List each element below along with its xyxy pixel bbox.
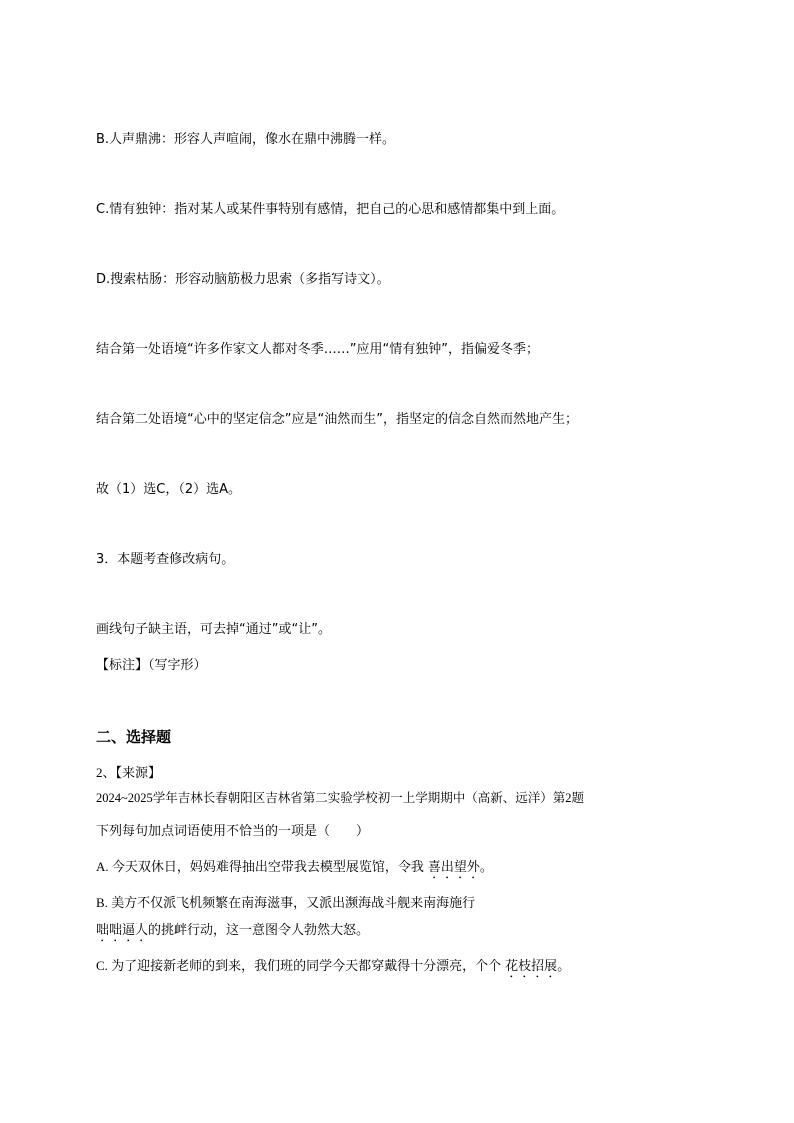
option-a [96, 858, 493, 882]
question-stem: 下列每句加点词语使用不恰当的一项是（ ） [96, 824, 370, 839]
option-a-dotted-word: 喜出望外 [427, 859, 480, 874]
analysis-context-1: 结合第一处语境“许多作家文人都对冬季……”应用“情有独钟”，指偏爱冬季； [96, 342, 539, 357]
option-b-line2 [96, 921, 369, 945]
option-c-suffix: 。 [557, 958, 571, 973]
q3-intro: 3．本题考查修改病句。 [96, 552, 235, 567]
option-b-line1: B. 美方不仅派飞机频繁在南海滋事，又派出濒海战斗舰来南海施行 [96, 895, 476, 910]
option-c [96, 957, 570, 981]
option-a-prefix: A. 今天双休日，妈妈难得抽出空带我去模型展览馆，令我 [96, 859, 424, 874]
option-c-dotted-word: 花枝招展 [505, 958, 558, 973]
question-source-label: 2、【来源】 [96, 765, 162, 780]
option-b-line2-suffix: 的挑衅行动，这一意图令人勃然大怒。 [148, 922, 370, 937]
q3-answer: 画线句子缺主语，可去掉“通过”或“让”。 [96, 622, 331, 637]
option-b-dotted-word: 咄咄逼人 [96, 922, 149, 937]
analysis-conclusion: 故（1）选C，（2）选A。 [96, 482, 242, 497]
option-a-suffix: 。 [479, 859, 493, 874]
question-source-text: 2024~2025学年吉林长春朝阳区吉林省第二实验学校初一上学期期中（高新、远洋）第2题 [96, 791, 585, 805]
section-heading: 二、选择题 [96, 728, 172, 746]
option-c-prefix: C. 为了迎接新老师的到来，我们班的同学今天都穿戴得十分漂亮，个个 [96, 958, 502, 973]
analysis-item-c: C.情有独钟：指对某人或某件事特别有感情，把自己的心思和感情都集中到上面。 [96, 202, 565, 217]
analysis-item-b: B.人声鼎沸：形容人声喧闹，像水在鼎中沸腾一样。 [96, 132, 396, 147]
analysis-context-2: 结合第二处语境“心中的坚定信念”应是“油然而生”，指坚定的信念自然而然地产生； [96, 412, 578, 427]
analysis-item-d: D.搜索枯肠：形容动脑筋极力思索（多指写诗文）。 [96, 272, 390, 287]
analysis-tag: 【标注】（写字形） [96, 658, 207, 673]
